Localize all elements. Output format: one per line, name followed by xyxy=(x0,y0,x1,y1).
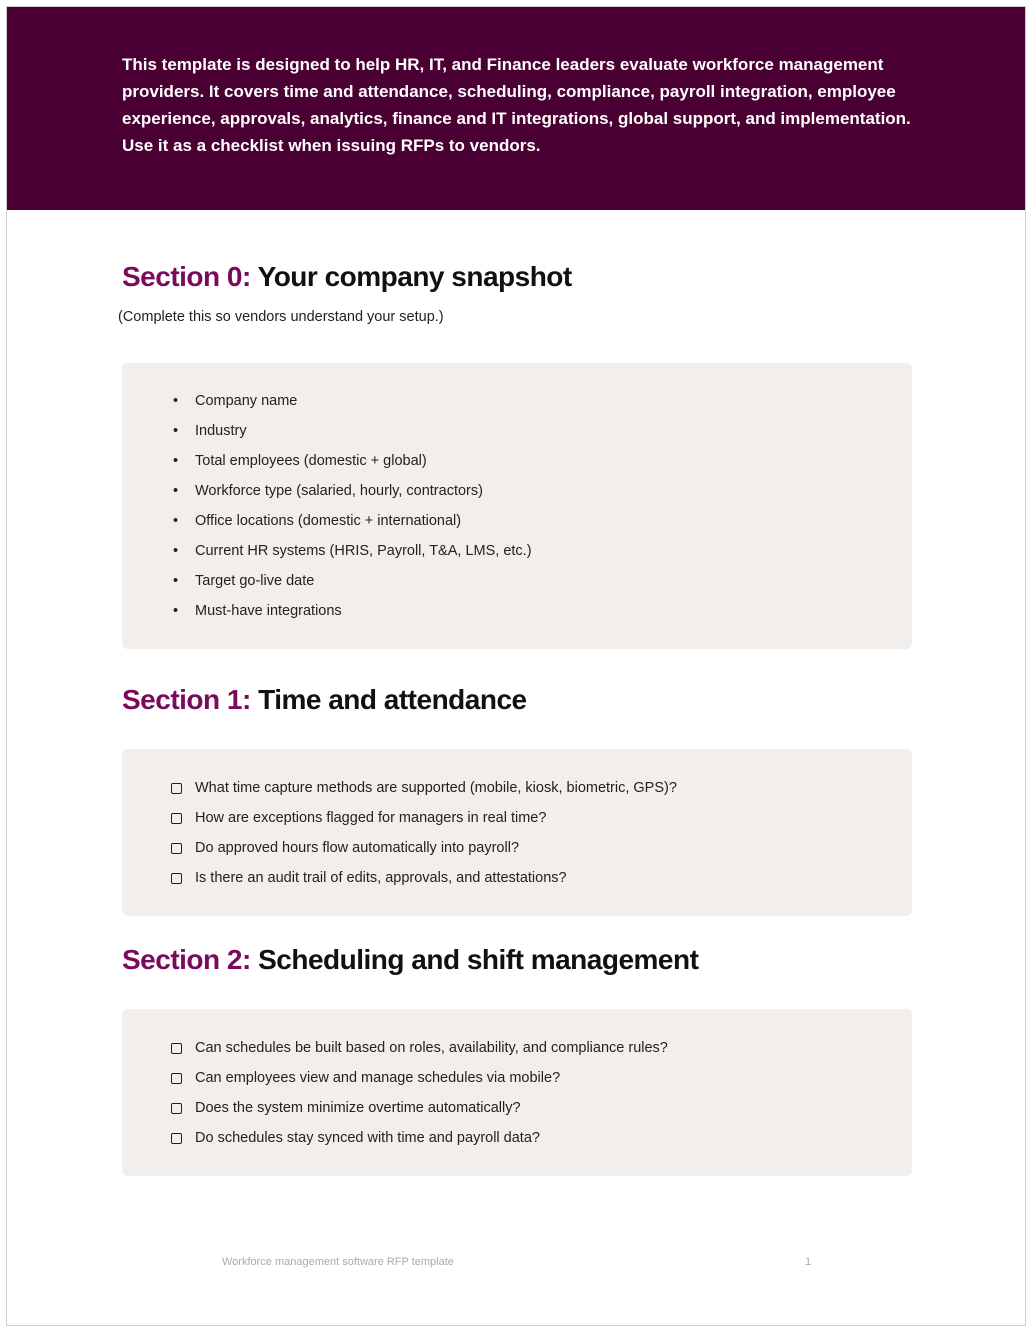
section-0-list-box xyxy=(122,363,912,649)
page-number: 1 xyxy=(805,1256,812,1268)
section-0-heading: Section 0: Your company snapshot xyxy=(122,261,572,292)
section-2-checklist-box xyxy=(122,1009,912,1176)
bullet-icon: • xyxy=(173,393,179,409)
checklist-item[interactable]: Do schedules stay synced with time and payroll data? xyxy=(122,1123,912,1153)
checklist-item[interactable]: What time capture methods are supported (mobile, kiosk, biometric, GPS)? xyxy=(122,773,912,803)
bullet-icon: • xyxy=(173,543,179,559)
list-item: • Office locations (domestic + international) xyxy=(122,506,912,536)
bullet-icon: • xyxy=(173,603,179,619)
bullet-icon: • xyxy=(173,423,179,439)
checklist-item[interactable]: Do approved hours flow automatically into payroll? xyxy=(122,833,912,863)
checkbox-icon[interactable] xyxy=(171,813,182,824)
list-item: • Target go-live date xyxy=(122,566,912,596)
section-2-heading: Section 2: Scheduling and shift management xyxy=(122,944,699,975)
list-item: • Must-have integrations xyxy=(122,596,912,626)
list-item: • Company name xyxy=(122,386,912,416)
bullet-icon: • xyxy=(173,573,179,589)
section-0-subtitle: (Complete this so vendors understand your setup.) xyxy=(118,309,444,325)
checkbox-icon[interactable] xyxy=(171,1073,182,1084)
checklist-item[interactable]: Is there an audit trail of edits, approvals, and attestations? xyxy=(122,863,912,893)
checklist-item[interactable]: Does the system minimize overtime automatically? xyxy=(122,1093,912,1123)
checkbox-icon[interactable] xyxy=(171,1133,182,1144)
list-item: • Current HR systems (HRIS, Payroll, T&A, LMS, etc.) xyxy=(122,536,912,566)
bullet-icon: • xyxy=(173,513,179,529)
section-1-heading: Section 1: Time and attendance xyxy=(122,684,527,715)
intro-text: This template is designed to help HR, IT, and Finance leaders evaluate workforce management providers. It covers time and attendance, scheduling, compliance, payroll integration, employee experience, approvals, analytics, finance and IT integrations, global support, and implementation. Use it as a checklist when issuing RFPs to vendors. xyxy=(122,55,911,155)
checklist-item[interactable]: Can employees view and manage schedules via mobile? xyxy=(122,1063,912,1093)
checkbox-icon[interactable] xyxy=(171,1103,182,1114)
list-item: • Total employees (domestic + global) xyxy=(122,446,912,476)
checklist-item[interactable]: How are exceptions flagged for managers in real time? xyxy=(122,803,912,833)
checkbox-icon[interactable] xyxy=(171,783,182,794)
footer-title: Workforce management software RFP template xyxy=(222,1256,454,1268)
checkbox-icon[interactable] xyxy=(171,873,182,884)
checklist-item[interactable]: Can schedules be built based on roles, availability, and compliance rules? xyxy=(122,1033,912,1063)
intro-banner xyxy=(7,7,1025,210)
checkbox-icon[interactable] xyxy=(171,1043,182,1054)
list-item: • Workforce type (salaried, hourly, contractors) xyxy=(122,476,912,506)
section-1-checklist-box xyxy=(122,749,912,916)
bullet-icon: • xyxy=(173,453,179,469)
list-item: • Industry xyxy=(122,416,912,446)
document-page xyxy=(6,6,1026,1326)
bullet-icon: • xyxy=(173,483,179,499)
checkbox-icon[interactable] xyxy=(171,843,182,854)
